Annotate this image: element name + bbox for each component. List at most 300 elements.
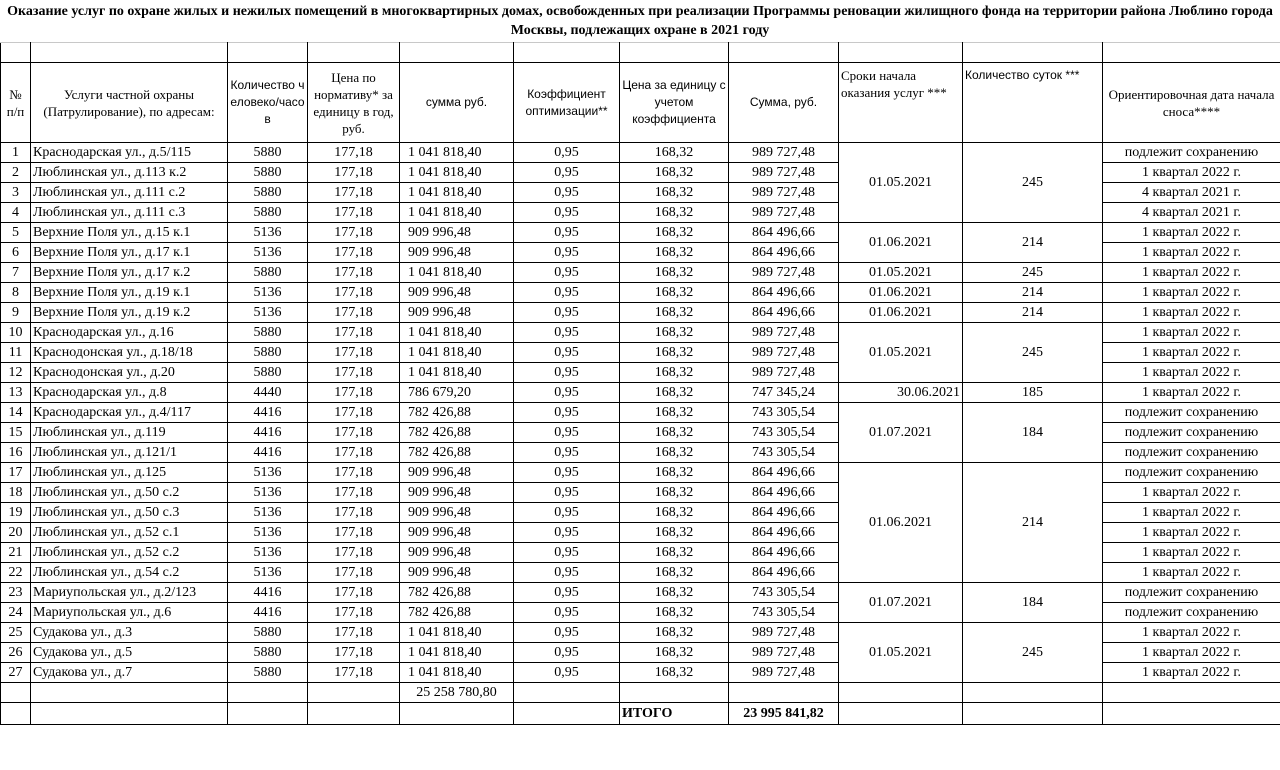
row-address: Верхние Поля ул., д.15 к.1 <box>31 223 228 243</box>
row-demolition-date: 1 квартал 2022 г. <box>1103 543 1280 563</box>
row-sum: 1 041 818,40 <box>400 203 514 223</box>
row-hours: 4416 <box>228 403 308 423</box>
row-demolition-date: подлежит сохранению <box>1103 403 1280 423</box>
row-price-coef: 168,32 <box>620 563 729 583</box>
row-demolition-date: 1 квартал 2022 г. <box>1103 363 1280 383</box>
row-sum: 909 996,48 <box>400 223 514 243</box>
row-sum: 782 426,88 <box>400 603 514 623</box>
row-hours: 5880 <box>228 623 308 643</box>
row-number: 21 <box>1 543 31 563</box>
row-address: Люблинская ул., д.50 с.3 <box>31 503 228 523</box>
row-price-coef: 168,32 <box>620 623 729 643</box>
row-price: 177,18 <box>308 343 400 363</box>
header-address: Услуги частной охраны (Патрулирование), по адресам: <box>31 63 228 143</box>
row-address: Судакова ул., д.7 <box>31 663 228 683</box>
row-demolition-date: 4 квартал 2021 г. <box>1103 203 1280 223</box>
row-sum: 909 996,48 <box>400 463 514 483</box>
table-row <box>1 143 1280 163</box>
row-sum2: 989 727,48 <box>729 163 839 183</box>
row-address: Люблинская ул., д.113 к.2 <box>31 163 228 183</box>
row-address: Краснодарская ул., д.16 <box>31 323 228 343</box>
row-address: Люблинская ул., д.52 с.1 <box>31 523 228 543</box>
row-sum2: 989 727,48 <box>729 663 839 683</box>
row-price: 177,18 <box>308 323 400 343</box>
row-sum: 1 041 818,40 <box>400 323 514 343</box>
row-price: 177,18 <box>308 503 400 523</box>
row-sum: 909 996,48 <box>400 303 514 323</box>
row-address: Судакова ул., д.3 <box>31 623 228 643</box>
row-address: Верхние Поля ул., д.19 к.1 <box>31 283 228 303</box>
row-price-coef: 168,32 <box>620 603 729 623</box>
table-row <box>1 583 1280 603</box>
row-address: Люблинская ул., д.111 с.3 <box>31 203 228 223</box>
row-coef: 0,95 <box>514 483 620 503</box>
row-price-coef: 168,32 <box>620 223 729 243</box>
row-hours: 5136 <box>228 503 308 523</box>
row-demolition-date: подлежит сохранению <box>1103 603 1280 623</box>
start-date-cell: 01.06.2021 <box>839 283 963 303</box>
row-sum2: 989 727,48 <box>729 143 839 163</box>
row-sum: 909 996,48 <box>400 563 514 583</box>
row-coef: 0,95 <box>514 343 620 363</box>
empty-cell <box>308 703 400 725</box>
empty-cell <box>1 703 31 725</box>
row-sum2: 864 496,66 <box>729 543 839 563</box>
empty-cell <box>31 703 228 725</box>
row-sum2: 989 727,48 <box>729 263 839 283</box>
row-sum: 782 426,88 <box>400 423 514 443</box>
start-date-cell: 01.06.2021 <box>839 463 963 583</box>
row-price: 177,18 <box>308 483 400 503</box>
row-sum: 782 426,88 <box>400 403 514 423</box>
header-sum2: Сумма, руб. <box>729 63 839 143</box>
row-price: 177,18 <box>308 203 400 223</box>
row-coef: 0,95 <box>514 143 620 163</box>
row-demolition-date: 1 квартал 2022 г. <box>1103 563 1280 583</box>
row-price-coef: 168,32 <box>620 263 729 283</box>
row-sum2: 743 305,54 <box>729 443 839 463</box>
row-sum: 909 996,48 <box>400 243 514 263</box>
row-price-coef: 168,32 <box>620 143 729 163</box>
row-demolition-date: 1 квартал 2022 г. <box>1103 223 1280 243</box>
row-hours: 5880 <box>228 643 308 663</box>
row-hours: 5880 <box>228 203 308 223</box>
services-table <box>0 42 1280 725</box>
table-row <box>1 283 1280 303</box>
row-sum2: 989 727,48 <box>729 643 839 663</box>
empty-cell <box>400 703 514 725</box>
row-number: 22 <box>1 563 31 583</box>
row-price: 177,18 <box>308 623 400 643</box>
row-demolition-date: 1 квартал 2022 г. <box>1103 663 1280 683</box>
row-number: 13 <box>1 383 31 403</box>
row-number: 1 <box>1 143 31 163</box>
row-coef: 0,95 <box>514 363 620 383</box>
row-coef: 0,95 <box>514 283 620 303</box>
row-demolition-date: подлежит сохранению <box>1103 443 1280 463</box>
row-coef: 0,95 <box>514 643 620 663</box>
empty-cell <box>1 683 31 703</box>
row-address: Люблинская ул., д.125 <box>31 463 228 483</box>
row-address: Мариупольская ул., д.6 <box>31 603 228 623</box>
row-sum: 786 679,20 <box>400 383 514 403</box>
row-price-coef: 168,32 <box>620 323 729 343</box>
row-hours: 5880 <box>228 263 308 283</box>
table-row <box>1 463 1280 483</box>
row-address: Люблинская ул., д.121/1 <box>31 443 228 463</box>
row-number: 15 <box>1 423 31 443</box>
row-number: 12 <box>1 363 31 383</box>
row-hours: 5880 <box>228 163 308 183</box>
row-price: 177,18 <box>308 303 400 323</box>
row-price-coef: 168,32 <box>620 243 729 263</box>
row-coef: 0,95 <box>514 163 620 183</box>
row-hours: 5136 <box>228 303 308 323</box>
row-sum2: 864 496,66 <box>729 243 839 263</box>
table-row <box>1 223 1280 243</box>
row-price: 177,18 <box>308 143 400 163</box>
sum-total-value: 25 258 780,80 <box>400 683 514 703</box>
row-coef: 0,95 <box>514 663 620 683</box>
header-price: Цена по нормативу* за единицу в год, руб. <box>308 63 400 143</box>
row-address: Люблинская ул., д.54 с.2 <box>31 563 228 583</box>
row-price-coef: 168,32 <box>620 663 729 683</box>
sum-total-row <box>1 683 1280 703</box>
row-price: 177,18 <box>308 663 400 683</box>
row-number: 17 <box>1 463 31 483</box>
row-price-coef: 168,32 <box>620 383 729 403</box>
empty-cell <box>31 683 228 703</box>
days-count-cell: 245 <box>963 263 1103 283</box>
row-price-coef: 168,32 <box>620 543 729 563</box>
row-number: 2 <box>1 163 31 183</box>
days-count-cell: 184 <box>963 403 1103 463</box>
start-date-cell: 01.07.2021 <box>839 403 963 463</box>
empty-cell <box>729 683 839 703</box>
row-price-coef: 168,32 <box>620 283 729 303</box>
row-demolition-date: подлежит сохранению <box>1103 583 1280 603</box>
empty-cell <box>308 683 400 703</box>
row-coef: 0,95 <box>514 543 620 563</box>
row-coef: 0,95 <box>514 463 620 483</box>
empty-cell <box>1103 683 1280 703</box>
itogo-value: 23 995 841,82 <box>729 703 839 725</box>
start-date-cell: 01.05.2021 <box>839 323 963 383</box>
row-hours: 4416 <box>228 583 308 603</box>
days-count-cell: 184 <box>963 583 1103 623</box>
row-price: 177,18 <box>308 403 400 423</box>
row-number: 14 <box>1 403 31 423</box>
row-number: 8 <box>1 283 31 303</box>
row-coef: 0,95 <box>514 223 620 243</box>
row-hours: 5136 <box>228 463 308 483</box>
table-row <box>1 623 1280 643</box>
header-row <box>1 63 1280 143</box>
row-sum2: 743 305,54 <box>729 583 839 603</box>
row-coef: 0,95 <box>514 323 620 343</box>
row-sum2: 864 496,66 <box>729 523 839 543</box>
row-price-coef: 168,32 <box>620 363 729 383</box>
row-coef: 0,95 <box>514 443 620 463</box>
row-sum2: 864 496,66 <box>729 503 839 523</box>
row-demolition-date: 1 квартал 2022 г. <box>1103 503 1280 523</box>
row-number: 18 <box>1 483 31 503</box>
row-price-coef: 168,32 <box>620 643 729 663</box>
row-price: 177,18 <box>308 283 400 303</box>
empty-cell <box>963 683 1103 703</box>
empty-cell <box>228 683 308 703</box>
row-hours: 5880 <box>228 363 308 383</box>
row-sum: 909 996,48 <box>400 283 514 303</box>
row-sum: 1 041 818,40 <box>400 163 514 183</box>
row-coef: 0,95 <box>514 503 620 523</box>
row-sum: 782 426,88 <box>400 443 514 463</box>
row-sum2: 989 727,48 <box>729 203 839 223</box>
row-price: 177,18 <box>308 243 400 263</box>
row-demolition-date: 1 квартал 2022 г. <box>1103 623 1280 643</box>
row-sum2: 989 727,48 <box>729 623 839 643</box>
row-price: 177,18 <box>308 363 400 383</box>
row-hours: 5880 <box>228 143 308 163</box>
row-price-coef: 168,32 <box>620 523 729 543</box>
row-address: Верхние Поля ул., д.17 к.1 <box>31 243 228 263</box>
empty-cell <box>963 703 1103 725</box>
row-price-coef: 168,32 <box>620 483 729 503</box>
row-price-coef: 168,32 <box>620 203 729 223</box>
row-sum: 782 426,88 <box>400 583 514 603</box>
row-sum2: 864 496,66 <box>729 303 839 323</box>
row-address: Краснодарская ул., д.8 <box>31 383 228 403</box>
row-sum2: 747 345,24 <box>729 383 839 403</box>
row-hours: 4440 <box>228 383 308 403</box>
empty-cell <box>514 683 620 703</box>
row-coef: 0,95 <box>514 303 620 323</box>
row-hours: 4416 <box>228 443 308 463</box>
row-demolition-date: 1 квартал 2022 г. <box>1103 643 1280 663</box>
start-date-cell: 01.06.2021 <box>839 303 963 323</box>
days-count-cell: 214 <box>963 303 1103 323</box>
row-price: 177,18 <box>308 583 400 603</box>
row-demolition-date: 1 квартал 2022 г. <box>1103 283 1280 303</box>
row-number: 16 <box>1 443 31 463</box>
row-sum2: 864 496,66 <box>729 283 839 303</box>
header-hours: Количество человеко/часов <box>228 63 308 143</box>
row-hours: 5136 <box>228 223 308 243</box>
row-demolition-date: 1 квартал 2022 г. <box>1103 263 1280 283</box>
row-address: Мариупольская ул., д.2/123 <box>31 583 228 603</box>
table-row <box>1 263 1280 283</box>
empty-cell <box>1103 703 1280 725</box>
row-address: Краснодонская ул., д.20 <box>31 363 228 383</box>
row-sum: 909 996,48 <box>400 523 514 543</box>
row-price: 177,18 <box>308 163 400 183</box>
row-demolition-date: 1 квартал 2022 г. <box>1103 163 1280 183</box>
row-price: 177,18 <box>308 443 400 463</box>
row-price-coef: 168,32 <box>620 403 729 423</box>
row-sum: 1 041 818,40 <box>400 343 514 363</box>
row-address: Люблинская ул., д.111 с.2 <box>31 183 228 203</box>
row-demolition-date: 4 квартал 2021 г. <box>1103 183 1280 203</box>
row-number: 5 <box>1 223 31 243</box>
table-row <box>1 303 1280 323</box>
row-hours: 5136 <box>228 543 308 563</box>
row-coef: 0,95 <box>514 583 620 603</box>
row-hours: 5880 <box>228 183 308 203</box>
row-coef: 0,95 <box>514 403 620 423</box>
days-count-cell: 185 <box>963 383 1103 403</box>
row-sum: 1 041 818,40 <box>400 363 514 383</box>
table-row <box>1 383 1280 403</box>
itogo-label: ИТОГО <box>620 703 729 725</box>
row-price-coef: 168,32 <box>620 183 729 203</box>
header-num: № п/п <box>1 63 31 143</box>
row-coef: 0,95 <box>514 603 620 623</box>
row-number: 26 <box>1 643 31 663</box>
row-hours: 5136 <box>228 283 308 303</box>
row-sum: 909 996,48 <box>400 543 514 563</box>
row-hours: 4416 <box>228 603 308 623</box>
row-coef: 0,95 <box>514 203 620 223</box>
days-count-cell: 214 <box>963 283 1103 303</box>
row-hours: 5136 <box>228 243 308 263</box>
row-demolition-date: подлежит сохранению <box>1103 143 1280 163</box>
row-sum: 1 041 818,40 <box>400 663 514 683</box>
row-sum2: 864 496,66 <box>729 463 839 483</box>
row-price: 177,18 <box>308 563 400 583</box>
row-number: 4 <box>1 203 31 223</box>
row-sum: 1 041 818,40 <box>400 183 514 203</box>
row-price: 177,18 <box>308 603 400 623</box>
start-date-cell: 01.05.2021 <box>839 263 963 283</box>
row-sum2: 864 496,66 <box>729 483 839 503</box>
row-hours: 5880 <box>228 343 308 363</box>
row-coef: 0,95 <box>514 523 620 543</box>
row-sum2: 743 305,54 <box>729 423 839 443</box>
row-address: Краснодонская ул., д.18/18 <box>31 343 228 363</box>
row-price: 177,18 <box>308 263 400 283</box>
row-sum: 909 996,48 <box>400 483 514 503</box>
row-sum2: 743 305,54 <box>729 603 839 623</box>
row-price: 177,18 <box>308 463 400 483</box>
row-price-coef: 168,32 <box>620 583 729 603</box>
row-sum: 909 996,48 <box>400 503 514 523</box>
row-address: Судакова ул., д.5 <box>31 643 228 663</box>
row-address: Верхние Поля ул., д.17 к.2 <box>31 263 228 283</box>
row-sum: 1 041 818,40 <box>400 623 514 643</box>
row-price-coef: 168,32 <box>620 303 729 323</box>
row-demolition-date: 1 квартал 2022 г. <box>1103 523 1280 543</box>
row-price: 177,18 <box>308 183 400 203</box>
spacer-row <box>1 43 1280 63</box>
row-number: 7 <box>1 263 31 283</box>
row-price-coef: 168,32 <box>620 423 729 443</box>
row-number: 3 <box>1 183 31 203</box>
row-coef: 0,95 <box>514 183 620 203</box>
row-coef: 0,95 <box>514 383 620 403</box>
days-count-cell: 245 <box>963 323 1103 383</box>
empty-cell <box>620 683 729 703</box>
row-sum2: 989 727,48 <box>729 323 839 343</box>
empty-cell <box>228 703 308 725</box>
empty-cell <box>839 703 963 725</box>
row-address: Краснодарская ул., д.4/117 <box>31 403 228 423</box>
row-hours: 4416 <box>228 423 308 443</box>
row-price: 177,18 <box>308 383 400 403</box>
row-address: Люблинская ул., д.50 с.2 <box>31 483 228 503</box>
empty-cell <box>514 703 620 725</box>
row-sum: 1 041 818,40 <box>400 263 514 283</box>
row-address: Краснодарская ул., д.5/115 <box>31 143 228 163</box>
itogo-row <box>1 703 1280 725</box>
row-sum2: 743 305,54 <box>729 403 839 423</box>
row-price: 177,18 <box>308 223 400 243</box>
row-hours: 5880 <box>228 663 308 683</box>
row-sum: 1 041 818,40 <box>400 643 514 663</box>
row-price-coef: 168,32 <box>620 343 729 363</box>
row-price: 177,18 <box>308 643 400 663</box>
row-demolition-date: 1 квартал 2022 г. <box>1103 243 1280 263</box>
row-number: 25 <box>1 623 31 643</box>
start-date-cell: 01.07.2021 <box>839 583 963 623</box>
row-sum: 1 041 818,40 <box>400 143 514 163</box>
row-coef: 0,95 <box>514 243 620 263</box>
row-sum2: 864 496,66 <box>729 223 839 243</box>
page-title: Оказание услуг по охране жилых и нежилых помещений в многоквартирных домах, освобожденных при реализации Программы реновации жилищного фонда на территории района Люблино города Москвы, подлежащих охране в 2021 году <box>7 4 1273 38</box>
header-price-coef: Цена за единицу с учетом коэффициента <box>620 63 729 143</box>
empty-cell <box>839 683 963 703</box>
start-date-cell: 01.06.2021 <box>839 223 963 263</box>
row-address: Люблинская ул., д.52 с.2 <box>31 543 228 563</box>
row-sum2: 989 727,48 <box>729 343 839 363</box>
row-number: 19 <box>1 503 31 523</box>
table-row <box>1 323 1280 343</box>
row-sum2: 864 496,66 <box>729 563 839 583</box>
row-coef: 0,95 <box>514 263 620 283</box>
start-date-cell: 01.05.2021 <box>839 143 963 223</box>
row-price-coef: 168,32 <box>620 443 729 463</box>
row-number: 20 <box>1 523 31 543</box>
row-demolition-date: 1 квартал 2022 г. <box>1103 343 1280 363</box>
header-start: Сроки начала оказания услуг *** <box>839 63 963 143</box>
header-days: Количество суток *** <box>963 63 1103 143</box>
row-hours: 5136 <box>228 563 308 583</box>
days-count-cell: 214 <box>963 463 1103 583</box>
row-demolition-date: 1 квартал 2022 г. <box>1103 383 1280 403</box>
table-row <box>1 403 1280 423</box>
days-count-cell: 245 <box>963 623 1103 683</box>
row-price-coef: 168,32 <box>620 163 729 183</box>
header-sum: сумма руб. <box>400 63 514 143</box>
row-number: 9 <box>1 303 31 323</box>
row-coef: 0,95 <box>514 623 620 643</box>
row-hours: 5136 <box>228 523 308 543</box>
header-coef: Коэффициент оптимизации** <box>514 63 620 143</box>
row-demolition-date: 1 квартал 2022 г. <box>1103 303 1280 323</box>
row-demolition-date: подлежит сохранению <box>1103 463 1280 483</box>
days-count-cell: 214 <box>963 223 1103 263</box>
days-count-cell: 245 <box>963 143 1103 223</box>
row-hours: 5880 <box>228 323 308 343</box>
row-number: 11 <box>1 343 31 363</box>
row-number: 24 <box>1 603 31 623</box>
row-price-coef: 168,32 <box>620 463 729 483</box>
row-number: 10 <box>1 323 31 343</box>
row-coef: 0,95 <box>514 423 620 443</box>
row-demolition-date: 1 квартал 2022 г. <box>1103 483 1280 503</box>
row-address: Верхние Поля ул., д.19 к.2 <box>31 303 228 323</box>
row-sum2: 989 727,48 <box>729 183 839 203</box>
row-price: 177,18 <box>308 423 400 443</box>
